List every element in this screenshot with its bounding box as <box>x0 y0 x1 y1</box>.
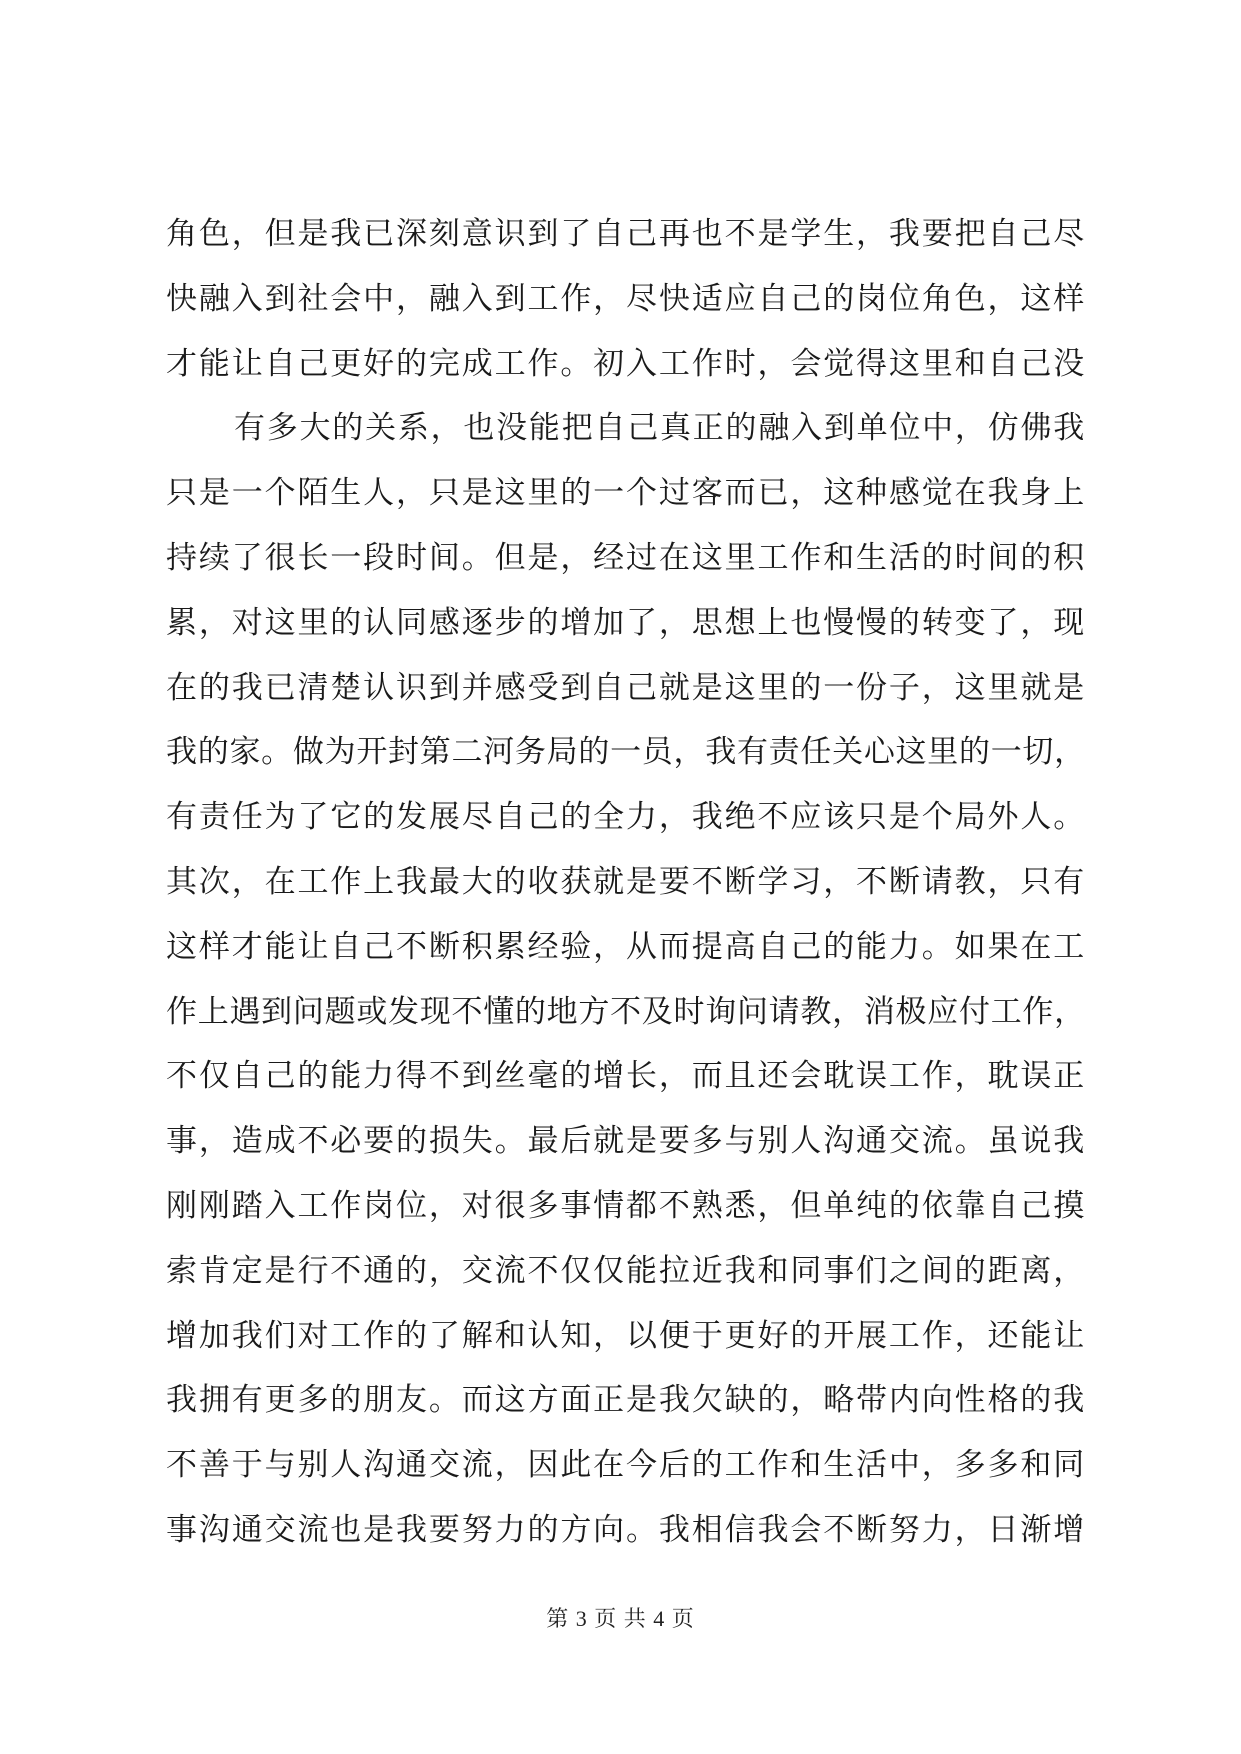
text-line: 事沟通交流也是我要努力的方向。我相信我会不断努力，日渐增 <box>166 1511 1087 1548</box>
text-line: 我拥有更多的朋友。而这方面正是我欠缺的，略带内向性格的我 <box>166 1382 1087 1419</box>
text-line: 不善于与别人沟通交流，因此在今后的工作和生活中，多多和同 <box>166 1447 1087 1484</box>
text-line: 其次，在工作上我最大的收获就是要不断学习，不断请教，只有 <box>166 863 1087 900</box>
text-line: 角色，但是我已深刻意识到了自己再也不是学生，我要把自己尽 <box>166 216 1087 252</box>
text-line: 索肯定是行不通的，交流不仅仅能拉近我和同事们之间的距离， <box>166 1252 1087 1289</box>
text-line: 这样才能让自己不断积累经验，从而提高自己的能力。如果在工 <box>166 928 1087 965</box>
text-line: 快融入到社会中，融入到工作，尽快适应自己的岗位角色，这样 <box>166 280 1087 317</box>
text-line: 只是一个陌生人，只是这里的一个过客而已，这种感觉在我身上 <box>166 475 1087 512</box>
text-line: 有责任为了它的发展尽自己的全力，我绝不应该只是个局外人。 <box>166 799 1087 836</box>
text-line: 我的家。做为开封第二河务局的一员，我有责任关心这里的一切， <box>166 734 1086 771</box>
text-line: 不仅自己的能力得不到丝毫的增长，而且还会耽误工作，耽误正 <box>166 1058 1087 1095</box>
text-line: 持续了很长一段时间。但是，经过在这里工作和生活的时间的积 <box>166 539 1087 576</box>
text-line: 刚刚踏入工作岗位，对很多事情都不熟悉，但单纯的依靠自己摸 <box>166 1187 1087 1224</box>
text-line: 才能让自己更好的完成工作。初入工作时，会觉得这里和自己没 <box>166 345 1087 382</box>
text-line: 有多大的关系，也没能把自己真正的融入到单位中，仿佛我 <box>234 410 1087 447</box>
text-line: 累，对这里的认同感逐步的增加了，思想上也慢慢的转变了，现 <box>166 604 1087 641</box>
page-number-label: 第 3 页 共 4 页 <box>546 1606 695 1631</box>
body-text <box>166 202 1086 1563</box>
text-line: 增加我们对工作的了解和认知，以便于更好的开展工作，还能让 <box>166 1317 1087 1354</box>
text-line: 事，造成不必要的损失。最后就是要多与别人沟通交流。虽说我 <box>166 1123 1087 1160</box>
text-line: 在的我已清楚认识到并感受到自己就是这里的一份子，这里就是 <box>166 669 1087 706</box>
page-footer <box>0 1604 1241 1634</box>
text-line: 作上遇到问题或发现不懂的地方不及时询问请教，消极应付工作， <box>166 993 1086 1030</box>
